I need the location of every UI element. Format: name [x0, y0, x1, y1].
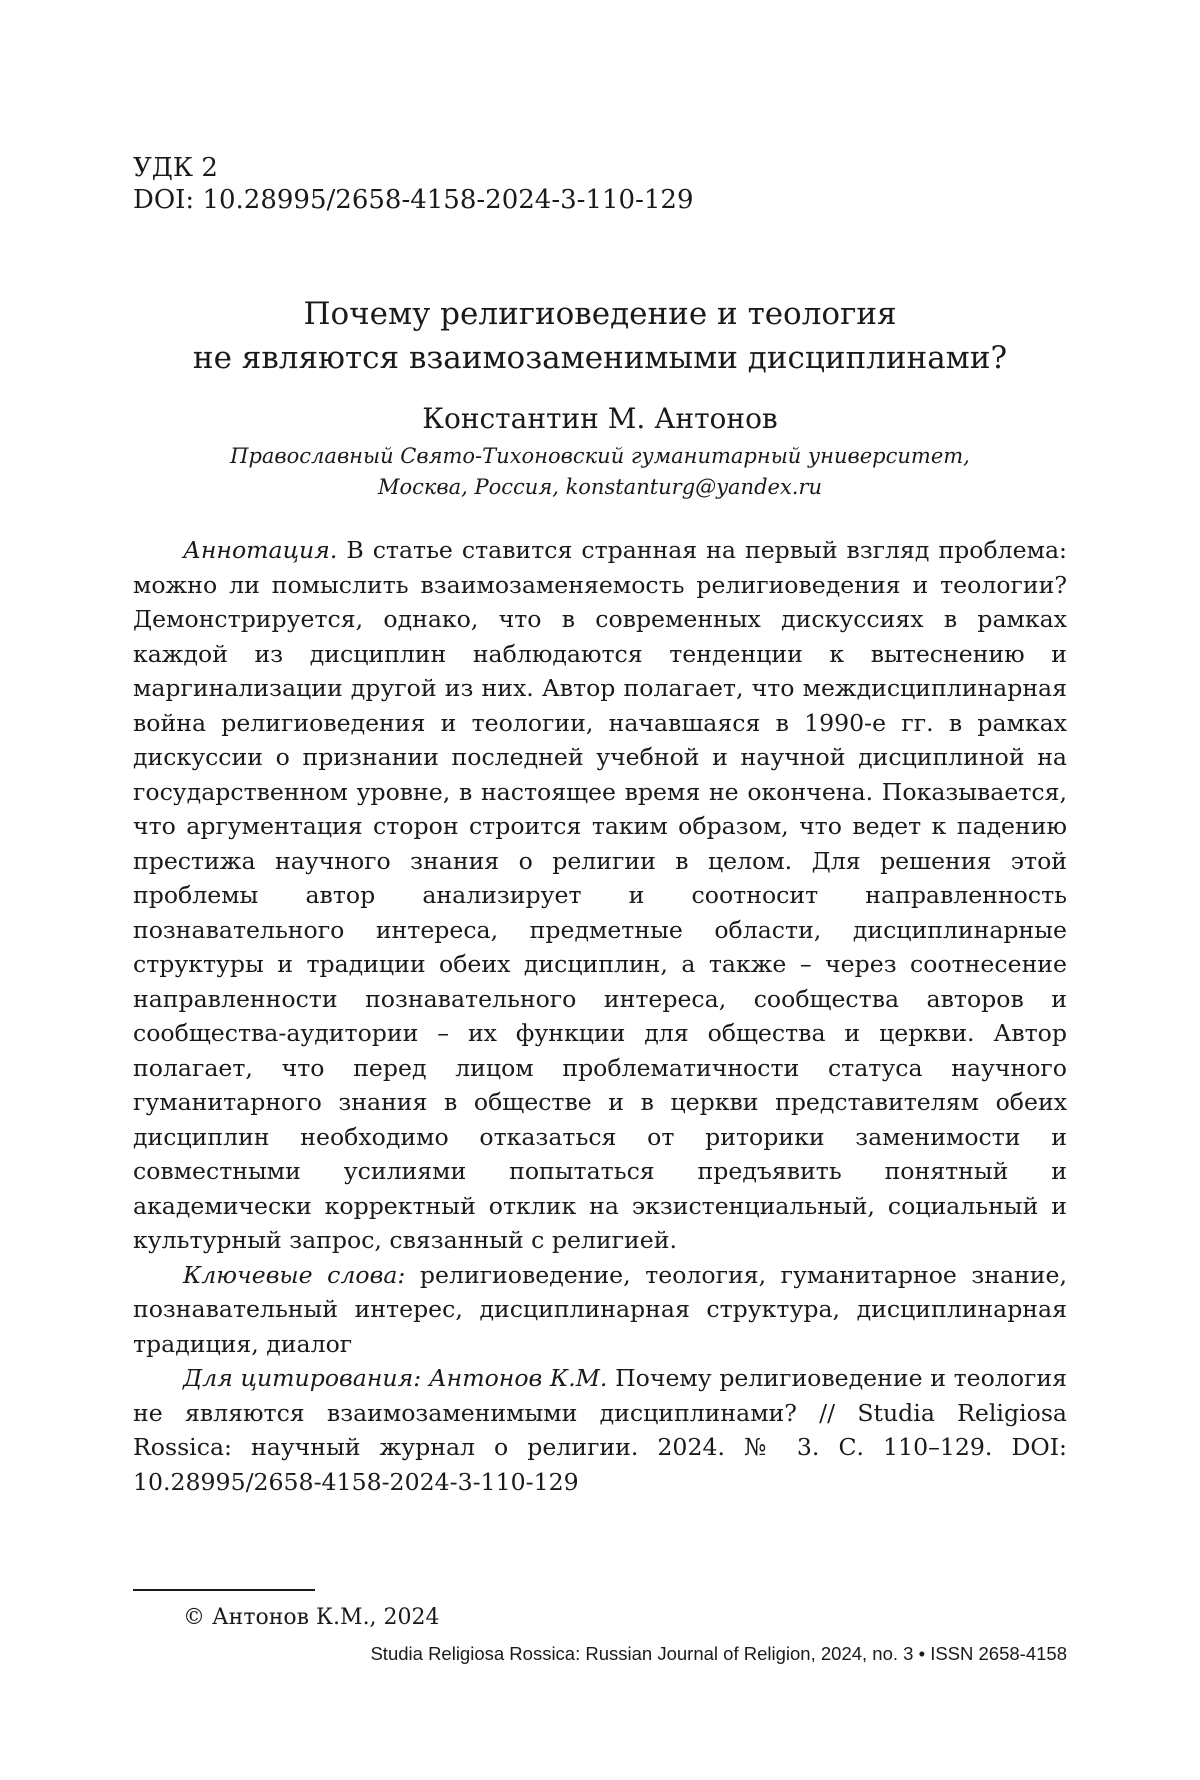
title-line-1: Почему религиоведение и теология — [303, 296, 897, 332]
affiliation-line-1: Православный Свято-Тихоновский гуманитарный университет, — [230, 444, 970, 468]
abstract-text: В статье ставится странная на первый взгляд проблема: можно ли помыслить взаимозаменяемость религиоведения и теологии? Демонстрируется, однако, что в современных дискуссиях в рамках каждой из дисциплин наблюдаются тенденции к вытеснению и маргинализации другой из них. Автор полагает, что междисциплинарная война религиоведения и теологии, начавшаяся в 1990-е гг. в рамках дискуссии о признании последней учебной и научной дисциплиной на государственном уровне, в настоящее время не окончена. Показывается, что аргументация сторон строится таким образом, что ведет к падению престижа научного знания о религии в целом. Для решения этой проблемы автор анализирует и соотносит направленность познавательного интереса, предметные области, дисциплинарные структуры и традиции обеих дисциплин, а также – через соотнесение направленности познавательного интереса, сообщества авторов и сообщества-аудитории – их функции для общества и церкви. Автор полагает, что перед лицом проблематичности статуса научного гуманитарного знания в обществе и в церкви представителям обеих дисциплин необходимо отказаться от риторики заменимости и совместными усилиями попытаться предъявить понятный и академически корректный отклик на экзистенциальный, социальный и культурный запрос, связанный с религией. — [133, 536, 1067, 1254]
citation-text: Почему религиоведение и теология не являются взаимозаменимыми дисциплинами? // Studia Religiosa Rossica: научный журнал о религии. 2024. № 3. С. 110–129. DOI: 10.28995/2658-4158-2024-3-110-129 — [133, 1364, 1067, 1496]
article-metadata — [133, 152, 694, 216]
author-affiliation — [133, 441, 1067, 503]
abstract-paragraph — [133, 533, 1067, 1258]
author-name: Константин М. Антонов — [422, 402, 778, 435]
keywords-paragraph — [133, 1258, 1067, 1362]
copyright-notice: © Антонов К.М., 2024 — [183, 1605, 440, 1630]
footnote-rule — [133, 1589, 315, 1591]
affiliation-line-2: Москва, Россия, konstanturg@yandex.ru — [377, 475, 823, 499]
udc-code: УДК 2 — [133, 153, 218, 183]
article-front-matter — [133, 533, 1067, 1499]
title-line-2: не являются взаимозаменимыми дисциплинами? — [192, 340, 1008, 376]
citation-label: Для цитирования: Антонов К.М. — [183, 1364, 608, 1392]
doi-line: DOI: 10.28995/2658-4158-2024-3-110-129 — [133, 185, 694, 215]
abstract-label: Аннотация. — [183, 536, 338, 564]
citation-paragraph — [133, 1361, 1067, 1499]
article-title — [133, 292, 1067, 380]
keywords-label: Ключевые слова: — [183, 1260, 406, 1289]
keywords-text: религиоведение, теология, гуманитарное знание, познавательный интерес, дисциплинарная структура, дисциплинарная традиция, диалог — [133, 1260, 1067, 1358]
journal-footer: Studia Religiosa Rossica: Russian Journal of Religion, 2024, no. 3 • ISSN 2658-4158 — [370, 1643, 1067, 1664]
